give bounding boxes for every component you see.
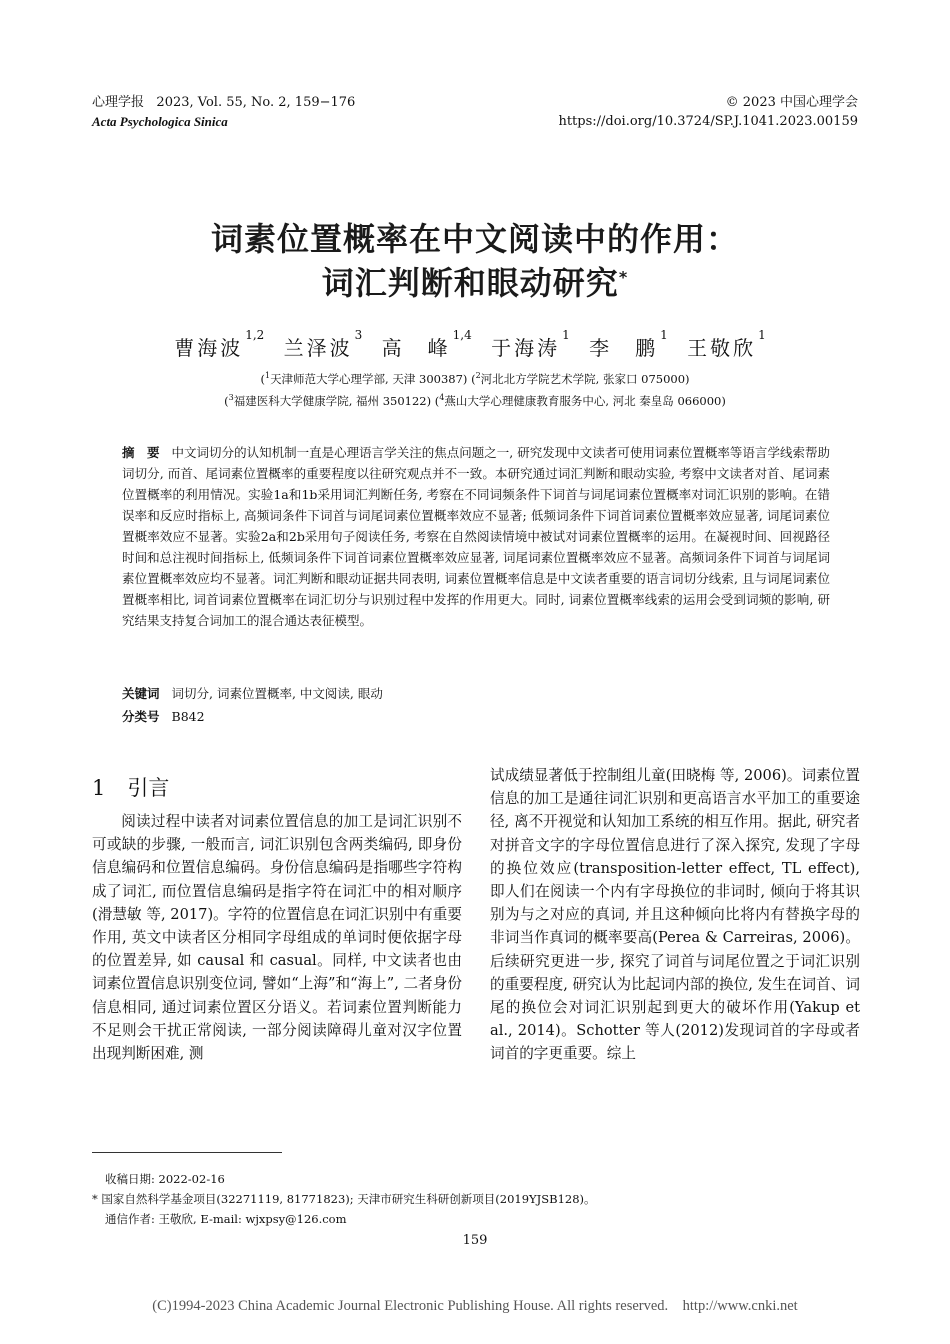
- title-line-2: [0, 258, 950, 304]
- author-aff: 3: [354, 328, 363, 342]
- aff-num: 2: [475, 371, 481, 380]
- title-mark: *: [618, 267, 629, 287]
- author-name: 王敬欣: [687, 336, 757, 360]
- body-column-right: 试成绩显著低于控制组儿童(田晓梅 等, 2006)。词素位置信息的加工是通往词汇识别和更高语言水平加工的重要途径, 离不开视觉和认知加工系统的相互作用。据此, 研究者对拼音文字的字母位置信息进行了深入探究, 发现了字母的换位效应(transposition-letter effect, TL effect), 即人们在阅读一个内有字母换位的非词时, 倾向于将其识别为与之对应的真词, 并且这种倾向比将内有替换字母的非词当作真词的概率要高(Perea & Carreiras, 2006)。后续研究更进一步, 探究了词首与词尾位置之于词汇识别的重要程度, 研究认为比起词内部的换位, 发生在词首、词尾的换位会对词汇识别起到更大的破坏作用(Yakup et al., 2014)。Schotter 等人(2012)发现词首的字母或者词首的字更重要。综上: [490, 767, 860, 1063]
- aff-text: 河北北方学院艺术学院, 张家口 075000): [480, 371, 690, 386]
- author-name: 高 峰: [381, 336, 451, 360]
- header-left: [92, 94, 355, 112]
- author-aff: 1: [660, 328, 668, 342]
- body-column-left: 阅读过程中读者对词素位置信息的加工是词汇识别不可或缺的步骤, 一般而言, 词汇识别包含两类编码, 即身份信息编码和位置信息编码。身份信息编码是指哪些字符构成了词汇, 而位置信息编码是指字符在词汇中的相对顺序(滑慧敏 等, 2017)。字符的位置信息在词汇识别中有重要作用, 英文中读者区分相同字母组成的单词时便依据字母的位置差异, 如 causal 和 casual。同样, 中文读者也由词素位置信息识别变位词, 譬如“上海”和“海上”, 二者身份信息相同, 通过词素位置区分语义。若词素位置判断能力不足则会干扰正常阅读, 一部分阅读障碍儿童对汉字位置出现判断困难, 测: [92, 813, 462, 1063]
- section-number: 1: [92, 776, 106, 800]
- page-number: 159: [462, 1233, 488, 1248]
- footnote-contact: 通信作者: 王敬欣, E-mail: wjxpsy@126.com: [105, 1212, 347, 1226]
- author-aff: 1,2: [245, 328, 265, 342]
- keywords-label: 关键词: [122, 686, 160, 701]
- footnote-rule: [92, 1152, 282, 1153]
- abstract-text: 中文词切分的认知机制一直是心理语言学关注的焦点问题之一, 研究发现中文读者可使用词素位置概率等语言学线索帮助词切分, 而首、尾词素位置概率的重要程度以往研究观点并不一致。本研究通过词汇判断和眼动实验, 考察中文读者对首、尾词素位置概率的利用情况。实验1a和1b采用词汇判断任务, 考察在不同词频条件下词首与词尾词素位置概率对词汇识别的影响。在错误率和反应时指标上, 高频词条件下词首与词尾词素位置概率效应不显著; 低频词条件下词首词素位置概率效应显著, 词尾词素位置概率效应不显著。实验2a和2b采用句子阅读任务, 考察在自然阅读情境中被试对词素位置概率的运用。在凝视时间、回视路径时间和总注视时间指标上, 低频词条件下词首词素位置概率效应显著, 词尾词素位置概率效应不显著。高频词条件下词首与词尾词素位置概率效应均不显著。词汇判断和眼动证据共同表明, 词素位置概率信息是中文读者重要的语言词切分线索, 且与词尾词素位置概率相比, 词首词素位置概率在词汇切分与识别过程中发挥的作用更大。同时, 词素位置概率线索的运用会受到词频的影响, 研究结果支持复合词加工的混合通达表征模型。: [122, 445, 830, 628]
- footnote-received: 收稿日期: 2022-02-16: [105, 1172, 225, 1186]
- abstract: [122, 442, 830, 631]
- author-aff: 1: [562, 328, 570, 342]
- copyright-footer: (C)1994-2023 China Academic Journal Electronic Publishing House. All rights reserved. http://www.cnki.net: [152, 1298, 798, 1314]
- section-title: 引言: [127, 776, 170, 800]
- keywords-text: 词切分, 词素位置概率, 中文阅读, 眼动: [171, 686, 383, 701]
- author-name: 兰泽波: [283, 336, 353, 360]
- affiliation-line-1: ($^1$天津师范大学心理学部, 天津 300387) ($^2$河北北方学院艺术学院, 张家口 075000): [260, 371, 690, 386]
- title-line-1: 词素位置概率在中文阅读中的作用：: [210, 220, 739, 258]
- journal-name-en: Acta Psychologica Sinica: [92, 114, 228, 129]
- classification: [122, 706, 205, 727]
- citation: 2023, Vol. 55, No. 2, 159−176: [156, 95, 356, 110]
- classification-label: 分类号: [122, 709, 160, 724]
- author-list: [0, 328, 950, 361]
- aff-text: 天津师范大学心理学部, 天津 300387): [270, 371, 468, 386]
- abstract-label: 摘 要: [122, 445, 160, 460]
- classification-text: B842: [171, 709, 205, 724]
- copyright: © 2023 中国心理学会: [725, 95, 858, 110]
- aff-num: 4: [439, 393, 445, 402]
- aff-num: 3: [228, 393, 234, 402]
- affiliation-line-2: ($^3$福建医科大学健康学院, 福州 350122) ($^4$燕山大学心理健康教育服务中心, 河北 秦皇岛 066000): [224, 393, 726, 408]
- aff-text: 福建医科大学健康学院, 福州 350122): [233, 393, 432, 408]
- keywords: [122, 683, 383, 704]
- section-heading: [92, 772, 169, 802]
- title-line-2-text: 词汇判断和眼动研究: [321, 264, 619, 302]
- author-aff: 1: [758, 328, 766, 342]
- author-name: 李 鹏: [589, 336, 659, 360]
- doi-link[interactable]: https://doi.org/10.3724/SP.J.1041.2023.00159: [558, 114, 858, 129]
- footnote-funding: * 国家自然科学基金项目(32271119, 81771823); 天津市研究生科研创新项目(2019YJSB128)。: [92, 1192, 596, 1206]
- journal-name-cn: 心理学报: [92, 95, 145, 110]
- aff-num: 1: [264, 371, 271, 380]
- author-name: 曹海波: [174, 336, 244, 360]
- author-name: 于海涛: [491, 336, 561, 360]
- aff-text: 燕山大学心理健康教育服务中心, 河北 秦皇岛 066000): [444, 393, 726, 408]
- author-aff: 1,4: [452, 328, 472, 342]
